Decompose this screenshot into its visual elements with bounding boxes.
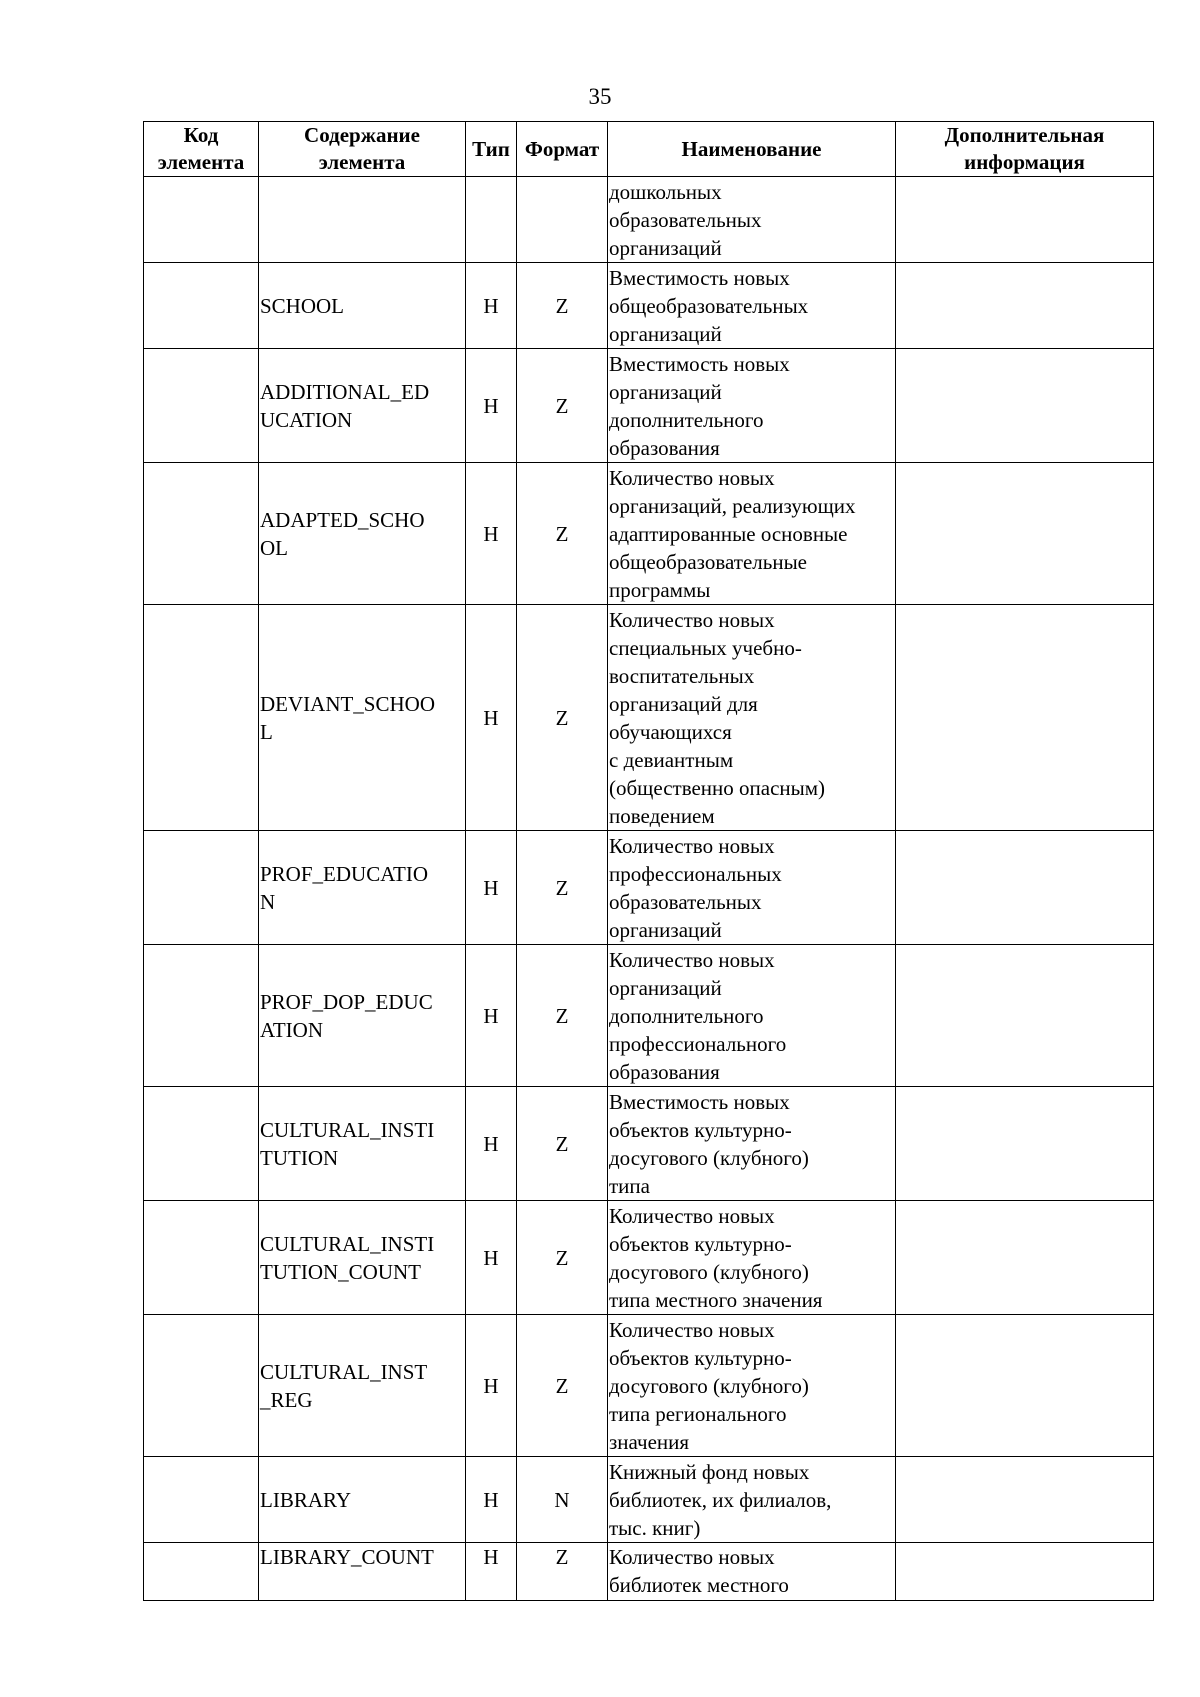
cell-code <box>144 177 259 263</box>
cell-info <box>896 263 1154 349</box>
cell-name: Вместимость новых организаций дополнительного образования <box>608 349 896 463</box>
cell-format: Z <box>517 945 608 1087</box>
cell-code <box>144 463 259 605</box>
table-row <box>144 831 1154 945</box>
table-body <box>144 177 1154 1601</box>
cell-code <box>144 263 259 349</box>
cell-info <box>896 831 1154 945</box>
cell-info <box>896 463 1154 605</box>
cell-format: Z <box>517 831 608 945</box>
cell-content: SCHOOL <box>259 263 466 349</box>
cell-info <box>896 1201 1154 1315</box>
cell-type: Н <box>466 945 517 1087</box>
cell-type: Н <box>466 605 517 831</box>
header-format: Формат <box>517 122 608 177</box>
cell-name: дошкольных образовательных организаций <box>608 177 896 263</box>
cell-info <box>896 1543 1154 1601</box>
cell-code <box>144 1457 259 1543</box>
header-code: Код элемента <box>144 122 259 177</box>
cell-content: PROF_DOP_EDUC ATION <box>259 945 466 1087</box>
cell-info <box>896 1315 1154 1457</box>
cell-code <box>144 1087 259 1201</box>
cell-format: Z <box>517 1315 608 1457</box>
cell-code <box>144 831 259 945</box>
table-row <box>144 463 1154 605</box>
cell-name: Книжный фонд новых библиотек, их филиалов, тыс. книг) <box>608 1457 896 1543</box>
cell-format: Z <box>517 605 608 831</box>
cell-info <box>896 1087 1154 1201</box>
cell-content: PROF_EDUCATIO N <box>259 831 466 945</box>
cell-content <box>259 177 466 263</box>
cell-name: Количество новых профессиональных образовательных организаций <box>608 831 896 945</box>
cell-type: Н <box>466 1087 517 1201</box>
table-row <box>144 605 1154 831</box>
cell-name: Количество новых объектов культурно- досугового (клубного) типа местного значения <box>608 1201 896 1315</box>
cell-content: CULTURAL_INSTI TUTION <box>259 1087 466 1201</box>
cell-content: LIBRARY <box>259 1457 466 1543</box>
cell-content: LIBRARY_COUNT <box>259 1543 466 1601</box>
cell-type: Н <box>466 1201 517 1315</box>
cell-type: Н <box>466 1315 517 1457</box>
cell-type: Н <box>466 1457 517 1543</box>
table-header <box>144 122 1154 177</box>
table-row <box>144 1201 1154 1315</box>
table-row <box>144 349 1154 463</box>
data-elements-table <box>143 121 1154 1601</box>
cell-format: Z <box>517 463 608 605</box>
cell-info <box>896 605 1154 831</box>
cell-type <box>466 177 517 263</box>
cell-format: Z <box>517 263 608 349</box>
table-row <box>144 263 1154 349</box>
table-row <box>144 945 1154 1087</box>
cell-type: Н <box>466 831 517 945</box>
table-row <box>144 1087 1154 1201</box>
cell-format: Z <box>517 349 608 463</box>
cell-code <box>144 1315 259 1457</box>
cell-format: Z <box>517 1201 608 1315</box>
page-number: 35 <box>588 84 612 109</box>
cell-name: Вместимость новых общеобразовательных организаций <box>608 263 896 349</box>
cell-format: Z <box>517 1543 608 1601</box>
cell-info <box>896 1457 1154 1543</box>
cell-info <box>896 349 1154 463</box>
cell-name: Количество новых специальных учебно- воспитательных организаций для обучающихся с девиантным (общественно опасным) поведением <box>608 605 896 831</box>
table-row <box>144 1315 1154 1457</box>
cell-code <box>144 1543 259 1601</box>
cell-code <box>144 605 259 831</box>
table-row <box>144 1543 1154 1601</box>
header-row <box>144 122 1154 177</box>
cell-name: Количество новых объектов культурно- досугового (клубного) типа регионального значения <box>608 1315 896 1457</box>
table-row <box>144 1457 1154 1543</box>
table-row <box>144 177 1154 263</box>
cell-content: ADAPTED_SCHO OL <box>259 463 466 605</box>
cell-info <box>896 945 1154 1087</box>
cell-type: Н <box>466 349 517 463</box>
header-info: Дополнительная информация <box>896 122 1154 177</box>
cell-code <box>144 1201 259 1315</box>
cell-format <box>517 177 608 263</box>
cell-format: N <box>517 1457 608 1543</box>
cell-info <box>896 177 1154 263</box>
cell-content: CULTURAL_INST _REG <box>259 1315 466 1457</box>
cell-name: Количество новых организаций дополнительного профессионального образования <box>608 945 896 1087</box>
cell-type: Н <box>466 463 517 605</box>
cell-name: Количество новых организаций, реализующих адаптированные основные общеобразовательные программы <box>608 463 896 605</box>
header-type: Тип <box>466 122 517 177</box>
header-name: Наименование <box>608 122 896 177</box>
cell-content: DEVIANT_SCHOO L <box>259 605 466 831</box>
cell-type: Н <box>466 263 517 349</box>
cell-name: Количество новых библиотек местного <box>608 1543 896 1601</box>
cell-name: Вместимость новых объектов культурно- досугового (клубного) типа <box>608 1087 896 1201</box>
cell-type: Н <box>466 1543 517 1601</box>
cell-content: ADDITIONAL_ED UCATION <box>259 349 466 463</box>
cell-code <box>144 945 259 1087</box>
cell-code <box>144 349 259 463</box>
cell-format: Z <box>517 1087 608 1201</box>
header-content: Содержание элемента <box>259 122 466 177</box>
cell-content: CULTURAL_INSTI TUTION_COUNT <box>259 1201 466 1315</box>
